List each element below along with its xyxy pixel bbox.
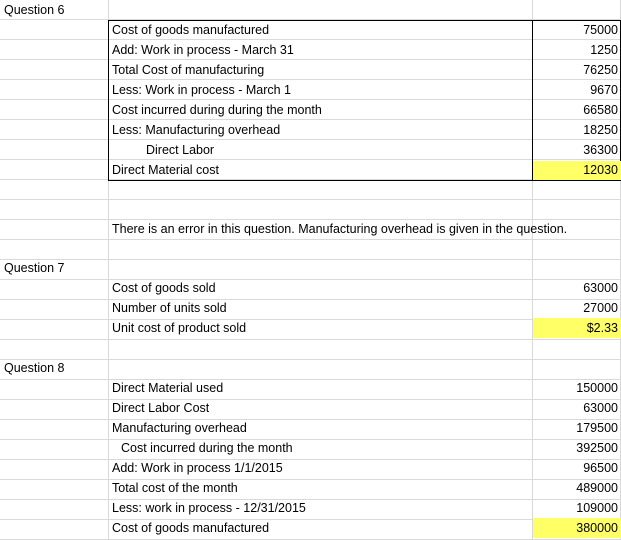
grid-row-line [0,459,621,460]
q6-row-label: Cost incurred during during the month [112,103,322,117]
question-8-label: Question 8 [4,361,65,375]
grid-row-line [0,479,621,480]
grid-row-line [0,419,621,420]
grid-row-line [0,379,621,380]
q8-row-label: Manufacturing overhead [112,421,247,435]
q6-row-value[interactable]: 1250 [590,43,618,57]
grid-row-line [0,19,621,20]
q6-row-value[interactable]: 76250 [583,63,618,77]
q7-row-label: Number of units sold [112,301,227,315]
q8-row-value[interactable]: 150000 [576,381,618,395]
q8-row-value[interactable]: 392500 [576,441,618,455]
grid-row-line [0,199,621,200]
question-6-label: Question 6 [4,3,65,17]
q7-row-label: Cost of goods sold [112,281,216,295]
q6-row-value[interactable]: 18250 [583,123,618,137]
grid-column-line [108,0,109,540]
q7-unit-cost-value[interactable]: $2.33 [533,318,621,338]
q8-row-label: Total cost of the month [112,481,238,495]
q7-row-label: Unit cost of product sold [112,321,247,335]
q8-row-value[interactable]: 489000 [576,481,618,495]
grid-row-line [0,239,621,240]
grid-row-line [0,179,621,180]
grid-row-line [0,339,621,340]
q6-row-label: Less: Work in process - March 1 [112,83,291,97]
grid-row-line [0,79,621,80]
q6-direct-material-cost-value[interactable]: 12030 [533,161,621,180]
grid-row-line [0,279,621,280]
grid-row-line [0,359,621,360]
q6-row-label: Direct Labor [146,143,215,157]
q6-row-value[interactable]: 66580 [583,103,618,117]
q8-row-value[interactable]: 63000 [583,401,618,415]
grid-row-line [0,399,621,400]
grid-row-line [0,39,621,40]
grid-row-line [0,139,621,140]
q8-row-value[interactable]: 96500 [583,461,618,475]
q7-row-value[interactable]: 63000 [583,281,618,295]
q8-row-label: Add: Work in process 1/1/2015 [112,461,283,475]
grid-row-line [0,319,621,320]
grid-row-line [0,499,621,500]
q6-row-label: Add: Work in process - March 31 [112,43,294,57]
grid-row-line [0,439,621,440]
grid-row-line [0,259,621,260]
q8-row-value[interactable]: 179500 [576,421,618,435]
q8-row-label: Direct Material used [112,381,224,395]
q6-row-value[interactable]: 36300 [583,143,618,157]
q8-row-value[interactable]: 109000 [576,501,618,515]
q6-row-value[interactable]: 75000 [583,23,618,37]
q6-row-value[interactable]: 9670 [590,83,618,97]
grid-row-line [0,59,621,60]
q6-row-label: Less: Manufacturing overhead [112,123,281,137]
grid-row-line [0,519,621,520]
question-7-label: Question 7 [4,261,65,275]
q6-row-label: Cost of goods manufactured [112,23,270,37]
q8-row-label: Cost incurred during the month [121,441,293,455]
q7-row-value[interactable]: 27000 [583,301,618,315]
question-6-note: There is an error in this question. Manufacturing overhead is given in the question. [112,222,568,236]
grid-row-line [0,159,621,160]
q6-row-label: Total Cost of manufacturing [112,63,265,77]
q6-row-label: Direct Material cost [112,163,219,177]
q8-row-label: Cost of goods manufactured [112,521,270,535]
grid-row-line [0,299,621,300]
q8-cost-of-goods-manufactured-value[interactable]: 380000 [533,518,621,538]
q8-row-label: Less: work in process - 12/31/2015 [112,501,306,515]
q8-row-label: Direct Labor Cost [112,401,210,415]
